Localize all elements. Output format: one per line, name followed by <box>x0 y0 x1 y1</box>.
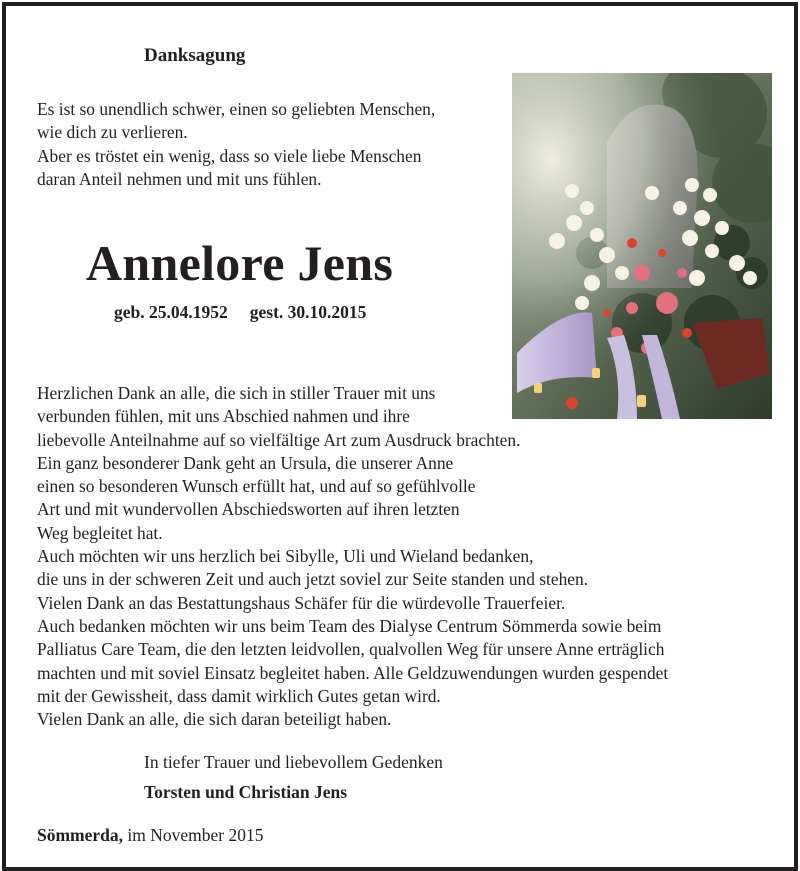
grave-flowers-image <box>512 73 772 419</box>
birth-date: geb. 25.04.1952 <box>114 302 228 322</box>
thanks-line: machten und mit soviel Einsatz begleitet haben. Alle Geldzuwendungen wurden gespendet <box>37 662 669 683</box>
thanks-line: Herzlichen Dank an alle, die sich in stiller Trauer mit uns <box>37 383 436 403</box>
date: im November 2015 <box>127 825 264 845</box>
intro-line: Es ist so unendlich schwer, einen so geliebten Menschen, <box>37 99 436 119</box>
deceased-name: Annelore Jens <box>86 235 394 291</box>
intro-line: daran Anteil nehmen und mit uns fühlen. <box>37 168 322 189</box>
notice-frame <box>2 2 798 871</box>
notice-heading: Danksagung <box>144 45 246 66</box>
intro-line: wie dich zu verlieren. <box>37 122 188 143</box>
signers: Torsten und Christian Jens <box>144 782 348 802</box>
thanks-line: Weg begleitet hat. <box>37 522 163 543</box>
place-date <box>37 825 264 846</box>
thanks-line: verbunden fühlen, mit uns Abschied nahmen und ihre <box>37 406 410 427</box>
thanks-line: mit der Gewissheit, dass damit wirklich Gutes getan wird. <box>37 685 441 706</box>
closing-line: In tiefer Trauer und liebevollem Gedenken <box>144 752 443 772</box>
death-date: gest. 30.10.2015 <box>249 302 367 322</box>
thanks-line: Vielen Dank an alle, die sich daran beteiligt haben. <box>37 709 392 730</box>
thanks-line: Art und mit wundervollen Abschiedsworten auf ihren letzten <box>37 499 460 520</box>
thanks-line: Vielen Dank an das Bestattungshaus Schäfer für die würdevolle Trauerfeier. <box>37 592 566 613</box>
life-dates <box>114 302 366 323</box>
thanks-line: Auch bedanken möchten wir uns beim Team des Dialyse Centrum Sömmerda sowie beim <box>37 615 662 636</box>
thanks-line: einen so besonderen Wunsch erfüllt hat, und auf so gefühlvolle <box>37 476 476 497</box>
thanks-line: Auch möchten wir uns herzlich bei Sibylle, Uli und Wieland bedanken, <box>37 546 534 567</box>
thanks-line: Palliatus Care Team, die den letzten leidvollen, qualvollen Weg für unsere Anne erträglich <box>37 639 665 660</box>
intro-line: Aber es tröstet ein wenig, dass so viele liebe Menschen <box>37 145 422 166</box>
thanks-line: liebevolle Anteilnahme auf so vielfältige Art zum Ausdruck brachten. <box>37 429 521 450</box>
thanks-line: die uns in der schweren Zeit und auch jetzt soviel zur Seite standen und stehen. <box>37 569 589 590</box>
place: Sömmerda, <box>37 825 124 845</box>
memorial-photo <box>512 73 772 419</box>
thanks-line: Ein ganz besonderer Dank geht an Ursula, die unserer Anne <box>37 452 454 473</box>
thanks-text <box>37 382 668 731</box>
intro-text <box>37 98 435 191</box>
